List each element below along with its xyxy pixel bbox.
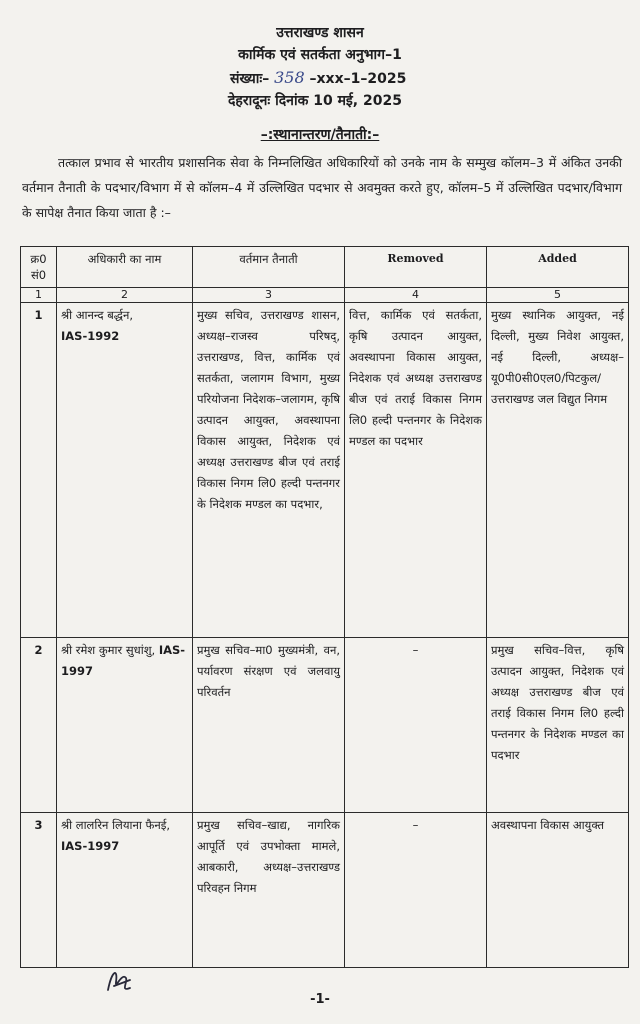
officer-ias-batch: IAS-1997 [61, 643, 186, 678]
added-cell: प्रमुख सचिव–वित्त, कृषि उत्पादन आयुक्त, निदेशक एवं अध्यक्ष उत्तराखण्ड बीज एवं तराई विकास निगम लि0 हल्दी पन्तनगर के निदेशक मण्डल का पदभार [487, 638, 629, 813]
added-cell: अवस्थापना विकास आयुक्त [487, 813, 629, 968]
reference-handwritten-number: 358 [274, 68, 305, 87]
officer-name: श्री आनन्द बर्द्धन, [61, 308, 134, 322]
table-header-row [21, 247, 629, 288]
row-serial: 1 [21, 303, 57, 638]
document-header [0, 22, 640, 66]
officer-name-cell [57, 638, 193, 813]
removed-cell: – [345, 813, 487, 968]
header-removed: Removed [345, 247, 487, 288]
table-row [21, 638, 629, 813]
officer-ias-batch: IAS-1992 [61, 329, 120, 343]
column-number-row [21, 288, 629, 303]
header-added: Added [487, 247, 629, 288]
row-serial: 2 [21, 638, 57, 813]
row-serial: 3 [21, 813, 57, 968]
header-serial: क्र0 सं0 [21, 247, 57, 288]
column-number: 4 [345, 288, 487, 303]
posting-table [20, 246, 629, 968]
page-number: -1- [310, 992, 330, 1007]
department-title: कार्मिक एवं सतर्कता अनुभाग–1 [238, 47, 402, 63]
table-row [21, 303, 629, 638]
government-title: उत्तराखण्ड शासन [276, 25, 364, 41]
reference-label: संख्याः– [230, 71, 270, 87]
current-posting-cell: प्रमुख सचिव–खाद्य, नागरिक आपूर्ति एवं उपभोक्ता मामले, आबकारी, अध्यक्ष–उत्तराखण्ड परिवहन निगम [193, 813, 345, 968]
column-number: 2 [57, 288, 193, 303]
header-officer-name: अधिकारी का नाम [57, 247, 193, 288]
header-current-posting: वर्तमान तैनाती [193, 247, 345, 288]
document-date: देहरादूनः दिनांक 10 मई, 2025 [228, 93, 402, 109]
added-cell: मुख्य स्थानिक आयुक्त, नई दिल्ली, मुख्य निवेश आयुक्त, नई दिल्ली, अध्यक्ष–यू0पी0सी0एल0/पिटकुल/उत्तराखण्ड जल विद्युत निगम [487, 303, 629, 638]
officer-name-cell [57, 813, 193, 968]
officer-name: श्री लालरिन लियाना फैनई, [61, 818, 171, 832]
current-posting-cell: प्रमुख सचिव–मा0 मुख्यमंत्री, वन, पर्यावरण संरक्षण एवं जलवायु परिवर्तन [193, 638, 345, 813]
officer-name-cell [57, 303, 193, 638]
officer-ias-batch: IAS-1997 [61, 839, 120, 853]
reference-suffix: –xxx–1–2025 [309, 71, 407, 87]
removed-cell: वित्त, कार्मिक एवं सतर्कता, कृषि उत्पादन आयुक्त, अवस्थापना विकास आयुक्त, निदेशक एवं अध्यक्ष उत्तराखण्ड बीज एवं तराई विकास निगम लि0 हल्दी पन्तनगर के निदेशक मण्डल का पदभार [345, 303, 487, 638]
officer-name: श्री रमेश कुमार सुधांशु, [61, 643, 156, 657]
subject-heading: –:स्थानान्तरण/तैनाती:– [260, 127, 380, 143]
column-number: 1 [21, 288, 57, 303]
column-number: 5 [487, 288, 629, 303]
column-number: 3 [193, 288, 345, 303]
intro-text: तत्काल प्रभाव से भारतीय प्रशासनिक सेवा के निम्नलिखित अधिकारियों को उनके नाम के सम्मुख कॉलम–3 में अंकित उनकी वर्तमान तैनाती के पदभार/विभाग में से कॉलम–4 में उल्लिखित पदभार से अवमुक्त करते हुए, कॉलम–5 में उल्लिखित पदभार/विभाग के सापेक्ष तैनात किया जाता है :– [22, 155, 622, 220]
removed-cell: – [345, 638, 487, 813]
intro-paragraph [22, 150, 622, 225]
current-posting-cell: मुख्य सचिव, उत्तराखण्ड शासन, अध्यक्ष–राजस्व परिषद्, उत्तराखण्ड, वित्त, कार्मिक एवं सतर्कता, जलागम विभाग, मुख्य परियोजना निदेशक–जलागम, कृषि उत्पादन आयुक्त, अवस्थापना विकास आयुक्त, निदेशक एवं अध्यक्ष उत्तराखण्ड बीज एवं तराई विकास निगम लि0 हल्दी पन्तनगर के निदेशक मण्डल का पदभार, [193, 303, 345, 638]
reference-number [230, 68, 406, 88]
table-row [21, 813, 629, 968]
